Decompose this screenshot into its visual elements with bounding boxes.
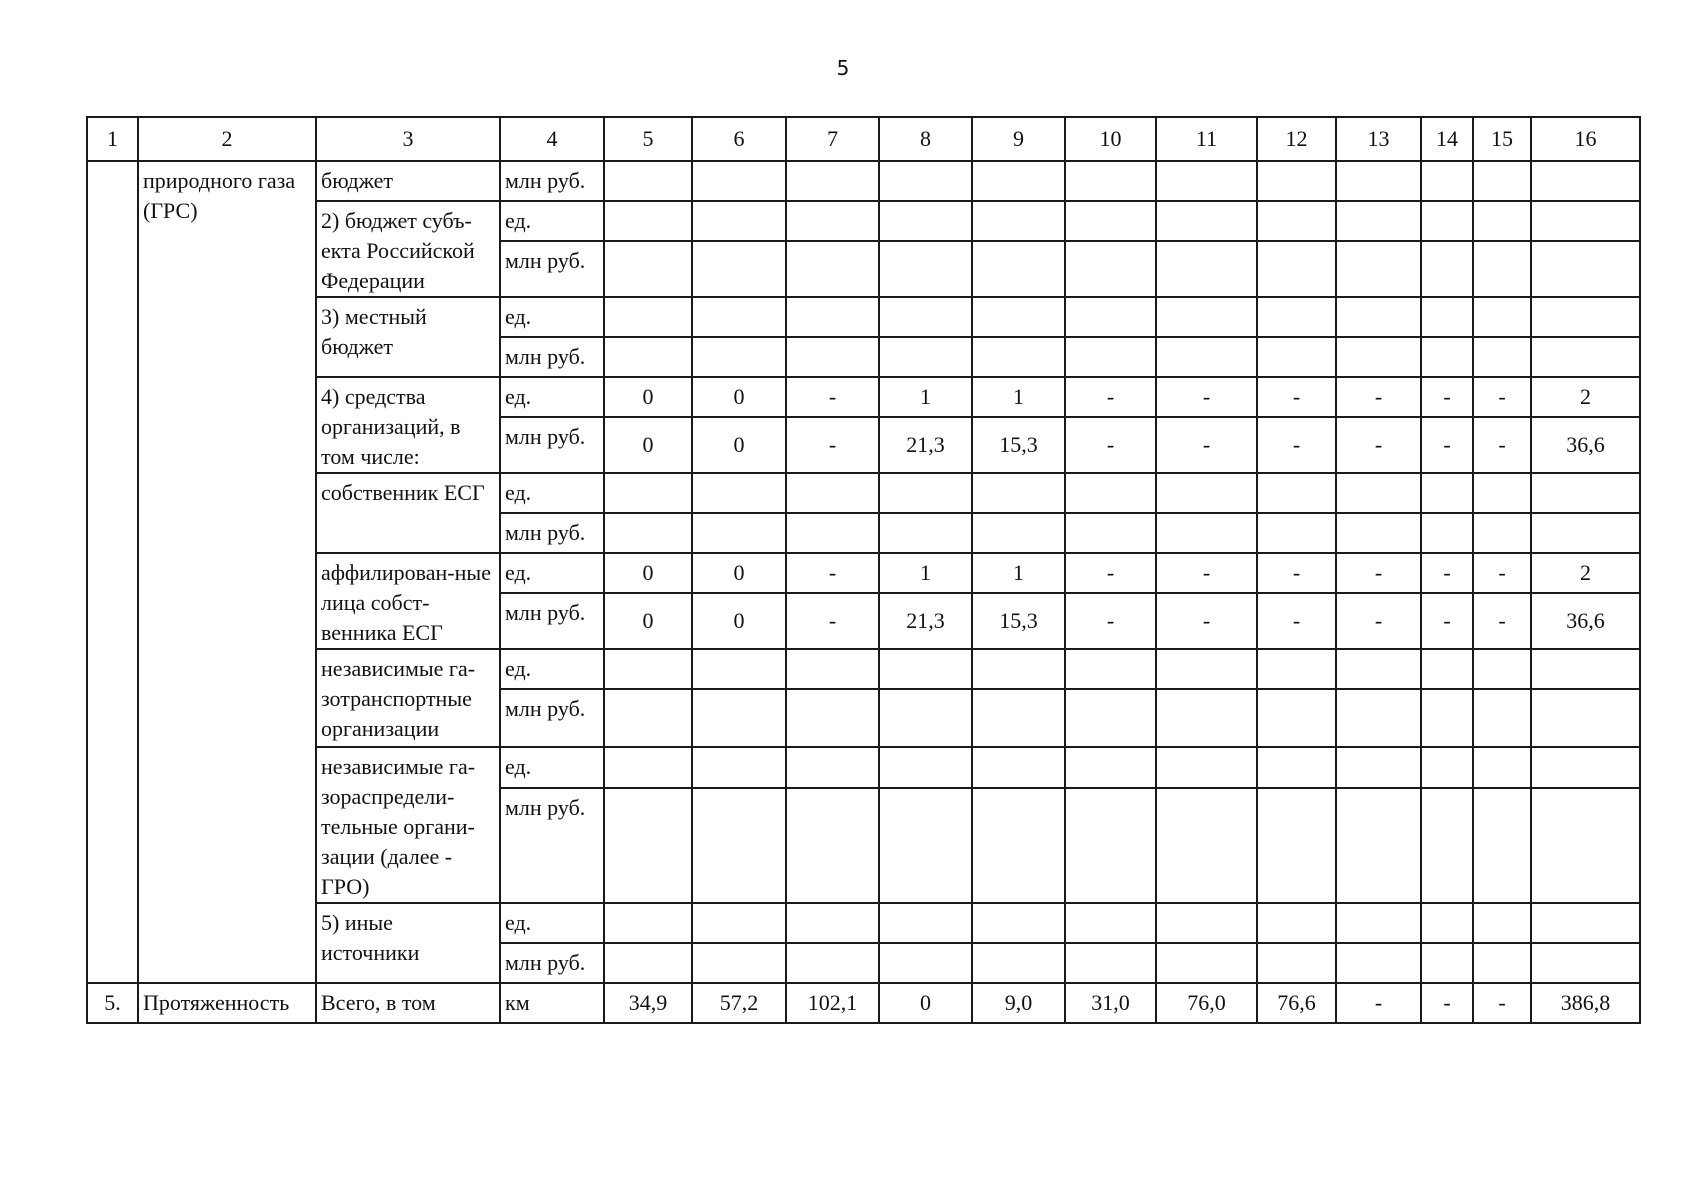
value-cell: - <box>1156 593 1257 649</box>
funding-source-label: 5) иные источники <box>316 903 500 983</box>
value-cell <box>1257 649 1336 689</box>
value-cell <box>786 513 879 553</box>
unit-cell: млн руб. <box>500 241 604 297</box>
value-cell <box>972 903 1065 943</box>
value-cell <box>1065 241 1156 297</box>
value-cell <box>1473 161 1531 201</box>
value-cell <box>1531 161 1640 201</box>
value-cell <box>692 297 786 337</box>
column-header: 6 <box>692 117 786 161</box>
value-cell: - <box>1336 553 1421 593</box>
value-cell <box>879 241 972 297</box>
value-cell <box>1257 473 1336 513</box>
value-cell: - <box>1421 553 1473 593</box>
table-row <box>87 983 1640 1023</box>
value-cell: 15,3 <box>972 593 1065 649</box>
value-cell <box>972 241 1065 297</box>
value-cell: - <box>786 593 879 649</box>
value-cell <box>604 201 692 241</box>
unit-cell: км <box>500 983 604 1023</box>
value-cell <box>972 747 1065 788</box>
value-cell <box>1257 788 1336 903</box>
column-header: 11 <box>1156 117 1257 161</box>
value-cell <box>972 513 1065 553</box>
unit-cell: млн руб. <box>500 943 604 983</box>
value-cell: 76,0 <box>1156 983 1257 1023</box>
value-cell <box>786 297 879 337</box>
value-cell <box>604 337 692 377</box>
table-row <box>87 161 1640 201</box>
value-cell <box>972 201 1065 241</box>
value-cell <box>1421 161 1473 201</box>
value-cell <box>692 161 786 201</box>
table-row <box>87 649 1640 689</box>
value-cell <box>1156 513 1257 553</box>
value-cell: - <box>1473 553 1531 593</box>
value-cell <box>786 943 879 983</box>
value-cell <box>786 161 879 201</box>
column-header: 2 <box>138 117 316 161</box>
value-cell: - <box>1473 417 1531 473</box>
value-cell <box>972 943 1065 983</box>
column-header: 12 <box>1257 117 1336 161</box>
value-cell <box>786 473 879 513</box>
value-cell <box>1336 337 1421 377</box>
value-cell <box>1531 649 1640 689</box>
value-cell: 9,0 <box>972 983 1065 1023</box>
value-cell <box>1156 201 1257 241</box>
unit-cell: млн руб. <box>500 417 604 473</box>
item-name-cell: Протяженность <box>138 983 316 1023</box>
value-cell <box>1531 337 1640 377</box>
value-cell <box>1421 747 1473 788</box>
unit-cell: ед. <box>500 297 604 337</box>
value-cell <box>786 903 879 943</box>
value-cell <box>1065 649 1156 689</box>
value-cell <box>1473 513 1531 553</box>
value-cell: 0 <box>604 417 692 473</box>
value-cell <box>1156 337 1257 377</box>
value-cell: 36,6 <box>1531 417 1640 473</box>
value-cell <box>1156 747 1257 788</box>
value-cell <box>1065 201 1156 241</box>
value-cell: 1 <box>879 553 972 593</box>
table-row <box>87 473 1640 513</box>
value-cell: 0 <box>604 553 692 593</box>
value-cell <box>1473 788 1531 903</box>
value-cell <box>879 788 972 903</box>
value-cell <box>1531 747 1640 788</box>
value-cell <box>692 689 786 747</box>
column-header: 3 <box>316 117 500 161</box>
unit-cell: ед. <box>500 747 604 788</box>
value-cell <box>1531 513 1640 553</box>
value-cell <box>879 297 972 337</box>
value-cell: 1 <box>972 553 1065 593</box>
value-cell <box>1065 297 1156 337</box>
value-cell <box>1065 747 1156 788</box>
value-cell <box>786 241 879 297</box>
value-cell <box>972 337 1065 377</box>
value-cell: 0 <box>692 417 786 473</box>
table-row <box>87 553 1640 593</box>
value-cell <box>1336 943 1421 983</box>
value-cell: - <box>1421 593 1473 649</box>
value-cell <box>1531 201 1640 241</box>
value-cell <box>1336 689 1421 747</box>
value-cell: - <box>1336 417 1421 473</box>
value-cell <box>1473 201 1531 241</box>
value-cell <box>604 689 692 747</box>
value-cell: 36,6 <box>1531 593 1640 649</box>
value-cell <box>604 161 692 201</box>
value-cell <box>1531 297 1640 337</box>
value-cell: 386,8 <box>1531 983 1640 1023</box>
value-cell <box>1156 649 1257 689</box>
funding-source-label: независимые га-зораспредели-тельные органи-зации (далее - ГРО) <box>316 747 500 903</box>
value-cell <box>1257 241 1336 297</box>
value-cell: - <box>1257 553 1336 593</box>
value-cell: - <box>1065 553 1156 593</box>
value-cell <box>604 513 692 553</box>
value-cell <box>1257 297 1336 337</box>
funding-source-label: 3) местный бюджет <box>316 297 500 377</box>
value-cell <box>1421 201 1473 241</box>
unit-cell: млн руб. <box>500 788 604 903</box>
value-cell <box>1473 473 1531 513</box>
value-cell <box>879 161 972 201</box>
value-cell: 1 <box>972 377 1065 417</box>
column-header: 7 <box>786 117 879 161</box>
value-cell <box>786 788 879 903</box>
value-cell <box>1156 473 1257 513</box>
column-header: 4 <box>500 117 604 161</box>
value-cell: 15,3 <box>972 417 1065 473</box>
value-cell: 31,0 <box>1065 983 1156 1023</box>
column-header: 8 <box>879 117 972 161</box>
value-cell <box>879 649 972 689</box>
value-cell: - <box>786 377 879 417</box>
value-cell: 0 <box>692 553 786 593</box>
header-row <box>87 117 1640 161</box>
table-row <box>87 377 1640 417</box>
value-cell: - <box>1473 983 1531 1023</box>
value-cell <box>1257 943 1336 983</box>
value-cell <box>604 473 692 513</box>
value-cell: 57,2 <box>692 983 786 1023</box>
value-cell <box>1421 473 1473 513</box>
funding-source-label: аффилирован-ные лица собст-венника ЕСГ <box>316 553 500 649</box>
value-cell: 0 <box>692 593 786 649</box>
value-cell: - <box>1421 377 1473 417</box>
column-header: 16 <box>1531 117 1640 161</box>
value-cell <box>692 513 786 553</box>
value-cell <box>692 649 786 689</box>
value-cell: - <box>1421 417 1473 473</box>
value-cell <box>692 473 786 513</box>
value-cell <box>879 337 972 377</box>
value-cell <box>1156 903 1257 943</box>
unit-cell: ед. <box>500 903 604 943</box>
value-cell <box>692 903 786 943</box>
value-cell <box>604 297 692 337</box>
value-cell: 34,9 <box>604 983 692 1023</box>
value-cell <box>1336 747 1421 788</box>
funding-source-label: независимые га-зотранспортные организации <box>316 649 500 747</box>
value-cell <box>604 903 692 943</box>
value-cell <box>786 689 879 747</box>
data-table <box>86 116 1641 1024</box>
item-name-cell: природного газа (ГРС) <box>138 161 316 983</box>
value-cell <box>692 747 786 788</box>
unit-cell: млн руб. <box>500 161 604 201</box>
funding-source-label: бюджет <box>316 161 500 201</box>
unit-cell: млн руб. <box>500 337 604 377</box>
value-cell <box>786 201 879 241</box>
table-row <box>87 747 1640 788</box>
value-cell <box>1336 788 1421 903</box>
value-cell <box>604 649 692 689</box>
value-cell <box>1257 903 1336 943</box>
value-cell: - <box>1257 377 1336 417</box>
value-cell <box>1473 649 1531 689</box>
value-cell <box>1473 297 1531 337</box>
value-cell <box>1531 241 1640 297</box>
value-cell: - <box>1473 377 1531 417</box>
value-cell <box>1421 513 1473 553</box>
value-cell <box>1257 161 1336 201</box>
value-cell <box>1156 689 1257 747</box>
value-cell <box>972 161 1065 201</box>
value-cell <box>1336 241 1421 297</box>
value-cell <box>1421 689 1473 747</box>
value-cell: 0 <box>692 377 786 417</box>
value-cell <box>879 201 972 241</box>
value-cell <box>604 241 692 297</box>
table-row <box>87 297 1640 337</box>
value-cell: - <box>1421 983 1473 1023</box>
value-cell <box>786 747 879 788</box>
value-cell: 21,3 <box>879 417 972 473</box>
value-cell <box>1156 297 1257 337</box>
value-cell: 0 <box>879 983 972 1023</box>
value-cell: - <box>1156 417 1257 473</box>
funding-source-label: Всего, в том <box>316 983 500 1023</box>
value-cell <box>1473 241 1531 297</box>
value-cell <box>1065 943 1156 983</box>
unit-cell: млн руб. <box>500 513 604 553</box>
value-cell <box>692 241 786 297</box>
value-cell <box>1473 747 1531 788</box>
column-header: 9 <box>972 117 1065 161</box>
value-cell <box>1421 649 1473 689</box>
value-cell <box>1473 943 1531 983</box>
value-cell <box>1065 513 1156 553</box>
value-cell: 102,1 <box>786 983 879 1023</box>
value-cell <box>786 337 879 377</box>
value-cell: - <box>1336 377 1421 417</box>
unit-cell: млн руб. <box>500 689 604 747</box>
value-cell <box>1257 337 1336 377</box>
value-cell: - <box>1156 377 1257 417</box>
value-cell <box>1421 337 1473 377</box>
column-header: 10 <box>1065 117 1156 161</box>
column-header: 14 <box>1421 117 1473 161</box>
value-cell <box>692 943 786 983</box>
value-cell <box>1065 788 1156 903</box>
value-cell <box>879 689 972 747</box>
value-cell <box>879 513 972 553</box>
value-cell: - <box>1156 553 1257 593</box>
value-cell: 76,6 <box>1257 983 1336 1023</box>
value-cell <box>604 747 692 788</box>
value-cell <box>1336 297 1421 337</box>
page-number: 5 <box>836 56 850 80</box>
value-cell <box>1336 513 1421 553</box>
value-cell <box>1531 788 1640 903</box>
column-header: 5 <box>604 117 692 161</box>
value-cell <box>786 649 879 689</box>
row-number-cell <box>87 161 138 983</box>
value-cell <box>879 903 972 943</box>
value-cell: 0 <box>604 593 692 649</box>
value-cell <box>1156 943 1257 983</box>
value-cell <box>1257 513 1336 553</box>
value-cell: 1 <box>879 377 972 417</box>
value-cell <box>1336 161 1421 201</box>
value-cell: - <box>786 553 879 593</box>
value-cell <box>1065 903 1156 943</box>
value-cell <box>972 788 1065 903</box>
funding-source-label: собственник ЕСГ <box>316 473 500 553</box>
value-cell: - <box>1257 417 1336 473</box>
table-row <box>87 903 1640 943</box>
value-cell: - <box>1065 417 1156 473</box>
value-cell: 0 <box>604 377 692 417</box>
value-cell <box>1421 241 1473 297</box>
value-cell <box>1421 788 1473 903</box>
value-cell <box>972 473 1065 513</box>
unit-cell: ед. <box>500 473 604 513</box>
value-cell <box>1065 337 1156 377</box>
value-cell: 21,3 <box>879 593 972 649</box>
value-cell: - <box>1065 377 1156 417</box>
value-cell <box>1421 943 1473 983</box>
unit-cell: млн руб. <box>500 593 604 649</box>
value-cell <box>879 943 972 983</box>
value-cell: 2 <box>1531 377 1640 417</box>
value-cell: - <box>1257 593 1336 649</box>
value-cell <box>1531 473 1640 513</box>
value-cell <box>1531 903 1640 943</box>
value-cell <box>1257 747 1336 788</box>
value-cell <box>1473 337 1531 377</box>
value-cell <box>1421 297 1473 337</box>
column-header: 15 <box>1473 117 1531 161</box>
value-cell <box>1065 161 1156 201</box>
unit-cell: ед. <box>500 649 604 689</box>
column-header: 1 <box>87 117 138 161</box>
value-cell <box>972 649 1065 689</box>
funding-source-label: 2) бюджет субъ-екта Российской Федерации <box>316 201 500 297</box>
value-cell <box>1065 473 1156 513</box>
value-cell <box>1156 161 1257 201</box>
value-cell <box>1336 473 1421 513</box>
value-cell <box>1473 903 1531 943</box>
value-cell <box>1421 903 1473 943</box>
value-cell <box>1531 689 1640 747</box>
value-cell <box>604 788 692 903</box>
value-cell <box>692 201 786 241</box>
unit-cell: ед. <box>500 377 604 417</box>
value-cell: - <box>1336 593 1421 649</box>
row-number-cell: 5. <box>87 983 138 1023</box>
value-cell <box>604 943 692 983</box>
value-cell <box>1257 201 1336 241</box>
value-cell: 2 <box>1531 553 1640 593</box>
column-header: 13 <box>1336 117 1421 161</box>
value-cell <box>1531 943 1640 983</box>
value-cell <box>972 689 1065 747</box>
value-cell: - <box>1473 593 1531 649</box>
unit-cell: ед. <box>500 201 604 241</box>
table-row <box>87 201 1640 241</box>
value-cell <box>972 297 1065 337</box>
funding-source-label: 4) средства организаций, в том числе: <box>316 377 500 473</box>
value-cell <box>879 473 972 513</box>
value-cell: - <box>786 417 879 473</box>
unit-cell: ед. <box>500 553 604 593</box>
value-cell <box>692 788 786 903</box>
value-cell: - <box>1065 593 1156 649</box>
value-cell <box>879 747 972 788</box>
value-cell <box>1336 649 1421 689</box>
value-cell <box>1156 241 1257 297</box>
value-cell: - <box>1336 983 1421 1023</box>
value-cell <box>1336 201 1421 241</box>
value-cell <box>1065 689 1156 747</box>
value-cell <box>1156 788 1257 903</box>
value-cell <box>1336 903 1421 943</box>
value-cell <box>692 337 786 377</box>
value-cell <box>1257 689 1336 747</box>
value-cell <box>1473 689 1531 747</box>
